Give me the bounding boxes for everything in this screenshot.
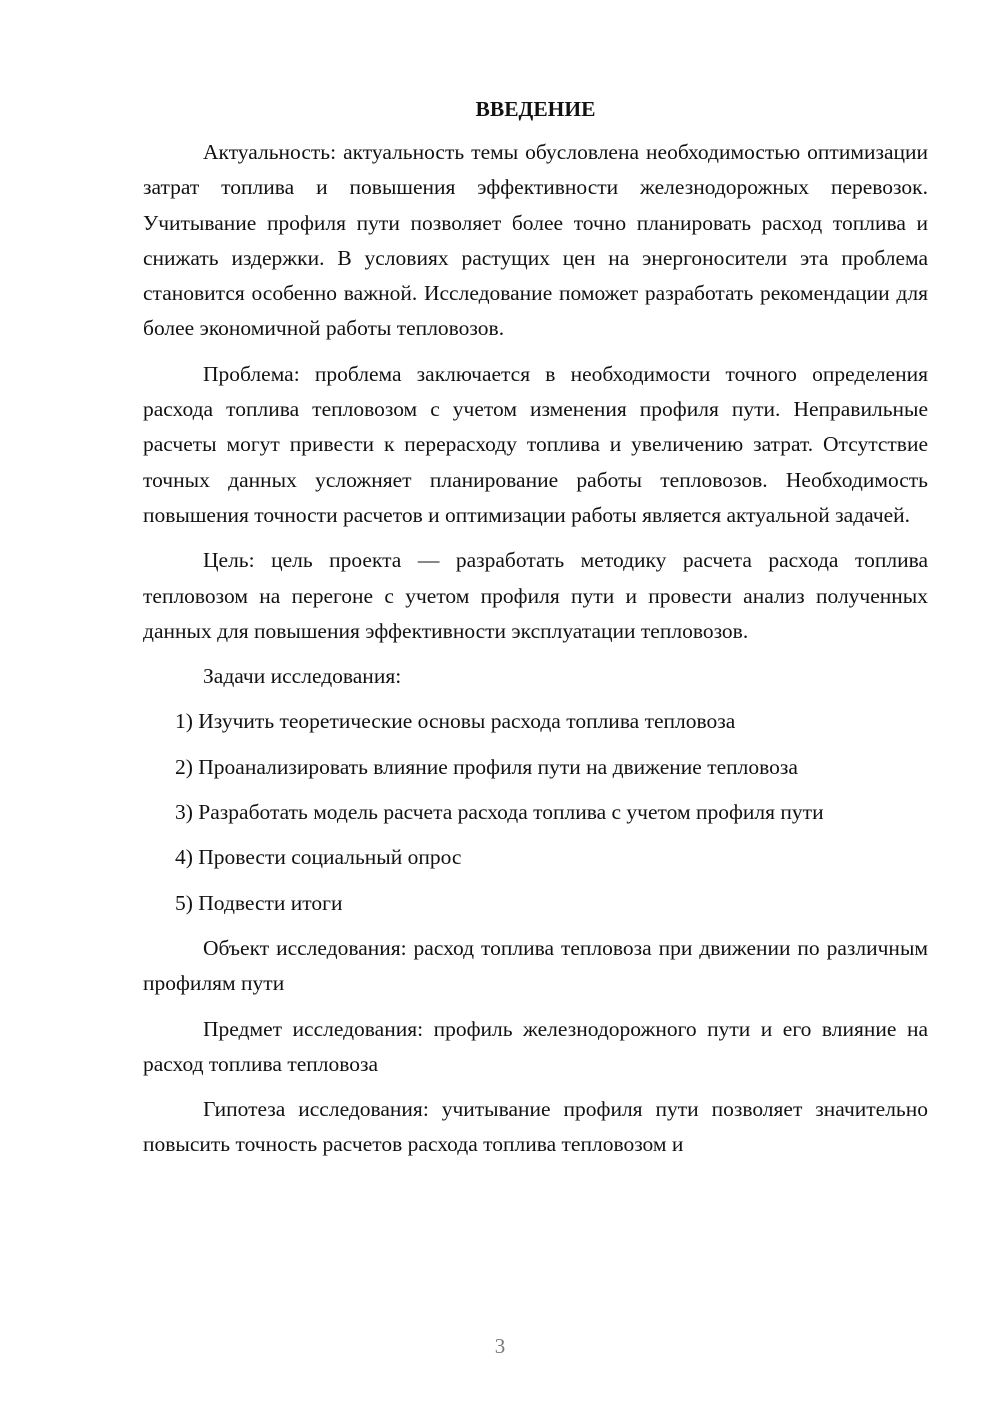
paragraph-object: Объект исследования: расход топлива тепловоза при движении по различным профилям пути (143, 935, 928, 996)
paragraph-goal: Цель: цель проекта — разработать методику расчета расхода топлива тепловозом на перегоне с учетом профиля пути и провести анализ полученных данных для повышения эффективности эксплуатации тепловозов. (143, 548, 928, 643)
page-number: 3 (494, 1334, 506, 1358)
section-title: ВВЕДЕНИЕ (475, 97, 596, 121)
task-item-4: 4) Провести социальный опрос (175, 845, 462, 870)
paragraph-relevance: Актуальность: актуальность темы обусловлена необходимостью оптимизации затрат топлива и повышения эффективности железнодорожных перевозок. Учитывание профиля пути позволяет более точно планировать расход топлива и снижать издержки. В условиях растущих цен на энергоносители эта проблема становится особенно важной. Исследование поможет разработать рекомендации для более экономичной работы тепловозов. (143, 140, 928, 341)
paragraph-hypothesis: Гипотеза исследования: учитывание профиля пути позволяет значительно повысить точность расчетов расхода топлива тепловозом и (143, 1097, 928, 1157)
paragraph-problem: Проблема: проблема заключается в необходимости точного определения расхода топлива тепловозом с учетом изменения профиля пути. Неправильные расчеты могут привести к перерасходу топлива и увеличению затрат. Отсутствие точных данных усложняет планирование работы тепловозов. Необходимость повышения точности расчетов и оптимизации работы является актуальной задачей. (143, 361, 928, 527)
task-item-1: 1) Изучить теоретические основы расхода топлива тепловоза (175, 709, 736, 734)
paragraph-subject: Предмет исследования: профиль железнодорожного пути и его влияние на расход топлива тепловоза (143, 1016, 928, 1076)
task-item-5: 5) Подвести итоги (175, 890, 343, 915)
task-item-3: 3) Разработать модель расчета расхода топлива с учетом профиля пути (175, 800, 824, 825)
task-item-2: 2) Проанализировать влияние профиля пути на движение тепловоза (175, 754, 798, 779)
document-page (143, 92, 928, 1173)
paragraph-tasks-heading: Задачи исследования: (203, 664, 402, 689)
